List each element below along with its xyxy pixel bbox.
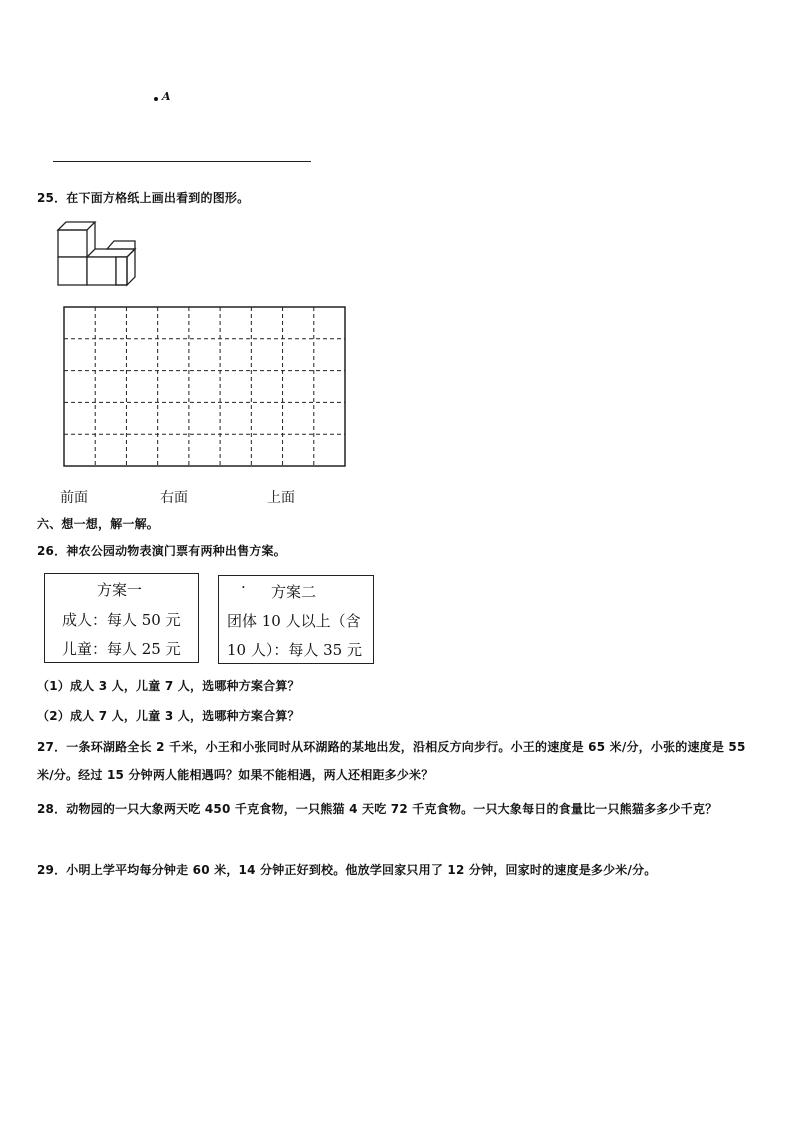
plan-2-title: 方案二 xyxy=(271,583,317,601)
plan-2-line-2: 10 人）：每人 35 元 xyxy=(227,641,362,659)
question-26-sub-1: （1）成人 3 人，儿童 7 人，选哪种方案合算？ xyxy=(37,679,300,693)
plan-1-box xyxy=(44,573,199,663)
point-label: A xyxy=(162,90,171,103)
point-dot xyxy=(154,97,158,101)
grid-paper xyxy=(63,306,347,468)
plan-2-mark: · xyxy=(241,578,246,596)
plan-2-box xyxy=(218,575,374,664)
cube-figure xyxy=(56,220,138,288)
answer-line xyxy=(53,161,311,162)
view-label-front: 前面 xyxy=(60,490,88,506)
question-26: 26．神农公园动物表演门票有两种出售方案。 xyxy=(37,544,286,558)
plan-1-line-2: 儿童：每人 25 元 xyxy=(62,640,181,658)
question-28: 28．动物园的一只大象两天吃 450 千克食物，一只熊猫 4 天吃 72 千克食物。一只大象每日的食量比一只熊猫多多少千克？ xyxy=(37,802,718,816)
view-label-right: 右面 xyxy=(160,490,188,506)
view-label-top: 上面 xyxy=(267,490,295,506)
plan-2-line-1: 团体 10 人以上（含 xyxy=(227,612,361,630)
question-27: 27．一条环湖路全长 2 千米，小王和小张同时从环湖路的某地出发，沿相反方向步行。小王的速度是 65 米/分，小张的速度是 55 米/分。经过 15 分钟两人能相遇吗？如果不能相遇，两人还相距多少米？ xyxy=(37,740,746,782)
section-6-title: 六、想一想，解一解。 xyxy=(37,517,160,531)
question-26-sub-2: （2）成人 7 人，儿童 3 人，选哪种方案合算？ xyxy=(37,709,300,723)
question-29: 29．小明上学平均每分钟走 60 米，14 分钟正好到校。他放学回家只用了 12 分钟，回家时的速度是多少米/分。 xyxy=(37,863,657,877)
plan-1-title: 方案一 xyxy=(97,581,143,599)
plan-1-line-1: 成人：每人 50 元 xyxy=(62,611,181,629)
question-25: 25．在下面方格纸上画出看到的图形。 xyxy=(37,191,250,205)
